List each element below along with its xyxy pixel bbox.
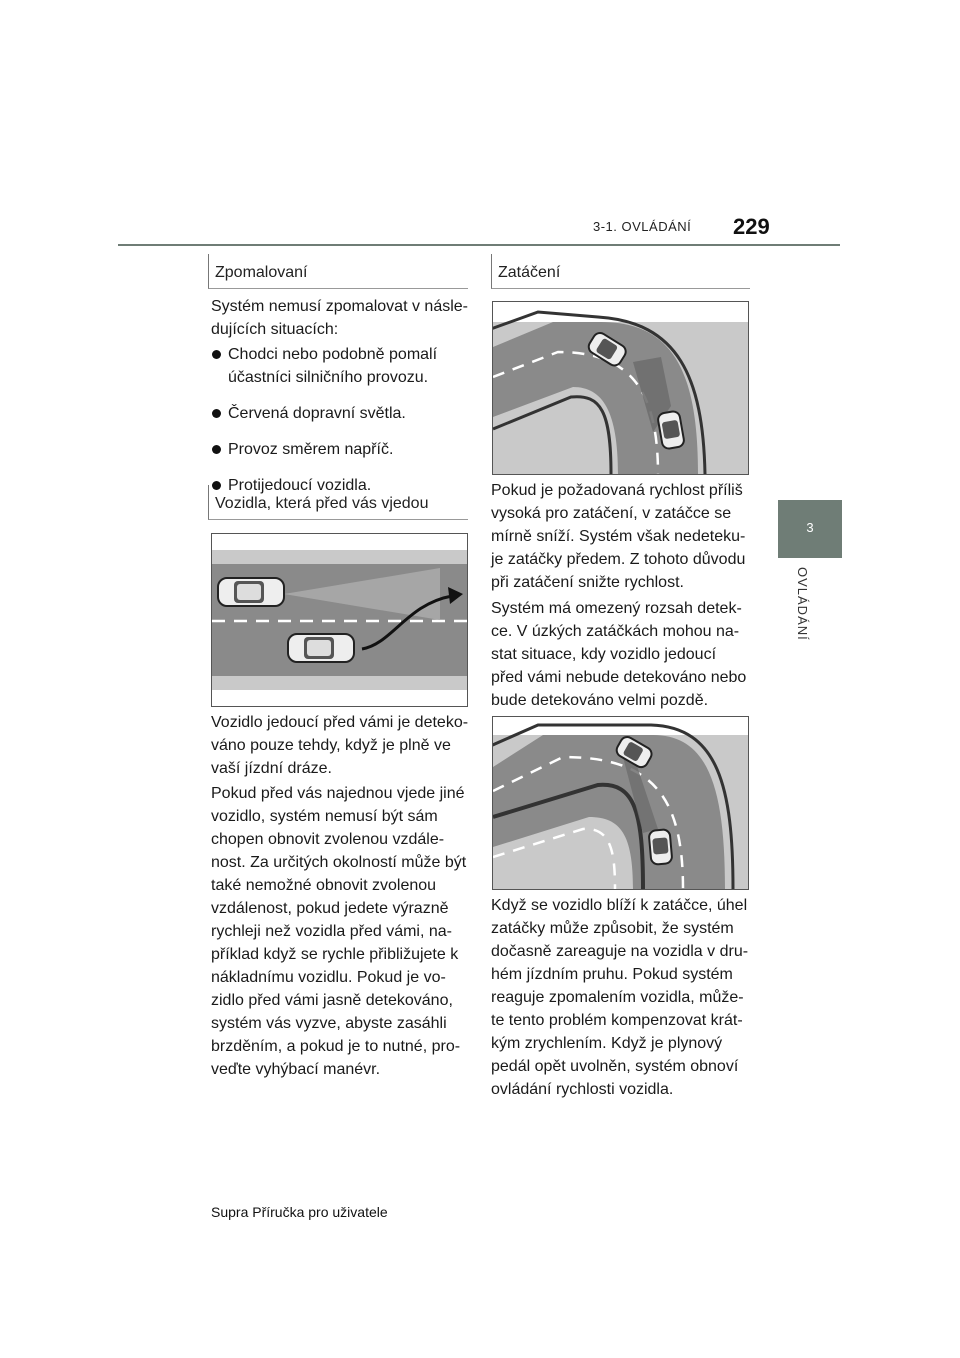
list-item: Červená dopravní světla. (211, 402, 469, 425)
cornering-para-3: Když se vozidlo blíží k zatáčce, úhel zatáčky může způsobit, že systém dočasně zareaguje na vozidla v dru-hém jízdním pruhu. Pokud systém reaguje zpomalením vozidla, může-te tento problém kompenzovat krát-kým zrychlením. Když je plynový pedál opět uvolněn, systém obnoví ovládání rychlosti vozidla. (491, 897, 749, 1098)
section-title-slowdown: Zpomalovaní (208, 254, 468, 289)
header-divider (118, 244, 840, 246)
curve-illustration-1 (493, 302, 748, 474)
cut-in-para-1: Vozidlo jedoucí před vámi je deteko-váno pouze tehdy, když je plně ve vaší jízdní dráze. (211, 714, 469, 777)
cut-in-illustration (212, 534, 467, 706)
page-number: 229 (733, 214, 770, 239)
bullet-icon (212, 409, 221, 418)
chapter-tab-number: 3 (806, 520, 814, 535)
own-car-icon (218, 578, 284, 606)
figure-cut-in (211, 533, 468, 707)
adjacent-lane-car-icon (649, 829, 673, 865)
section-header: 3-1. OVLÁDÁNÍ (593, 219, 692, 234)
cornering-para-1: Pokud je požadovaná rychlost příliš vysoká pro zatáčení, v zatáčce se mírně sníží. Systém však nedeteku-je zatáčky předem. Z tohoto důvodu při zatáčení snižte rychlost. (491, 482, 746, 591)
cut-in-car-icon (288, 634, 354, 662)
cornering-para-2: Systém má omezený rozsah detek-ce. V úzkých zatáčkách mohou na-stat situace, kdy vozidlo jedoucí před vámi nebude detekováno nebo bude detekováno velmi pozdě. (491, 600, 747, 709)
bullet-icon (212, 350, 221, 359)
slowdown-intro: Systém nemusí zpomalovat v násle-dujících situacích: (211, 298, 468, 338)
cut-in-para-2: Pokud před vás najednou vjede jiné vozidlo, systém nemusí být sám chopen obnovit zvolenou vzdále-nost. Za určitých okolností může být také nemožné obnovit zvolenou vzdálenost, pokud jedete výrazně rychleji než vozidla před vámi, na-příklad když se rychle přibližujete k nákladnímu vozidlu. Pokud je vo-zidlo před vámi jasně detekováno, systém vás vyzve, abyste zasáhli brzděním, a pokud je to nutné, pro-veďte vyhýbací manévr. (211, 785, 467, 1078)
chapter-tab-label: OVLÁDÁNÍ (795, 567, 810, 641)
figure-curve-2 (492, 716, 749, 890)
curve-illustration-2 (493, 717, 748, 889)
bullet-icon (212, 445, 221, 454)
list-item: Provoz směrem napříč. (211, 438, 469, 461)
list-item: Protijedoucí vozidla. (211, 474, 469, 497)
list-item: Chodci nebo podobně pomalí účastníci silničního provozu. (211, 343, 469, 389)
figure-curve-1 (492, 301, 749, 475)
section-title-cornering: Zatáčení (491, 254, 750, 289)
footer-text: Supra Příručka pro uživatele (211, 1204, 388, 1220)
section-title-cut-in: Vozidla, která před vás vjedou (208, 485, 468, 520)
